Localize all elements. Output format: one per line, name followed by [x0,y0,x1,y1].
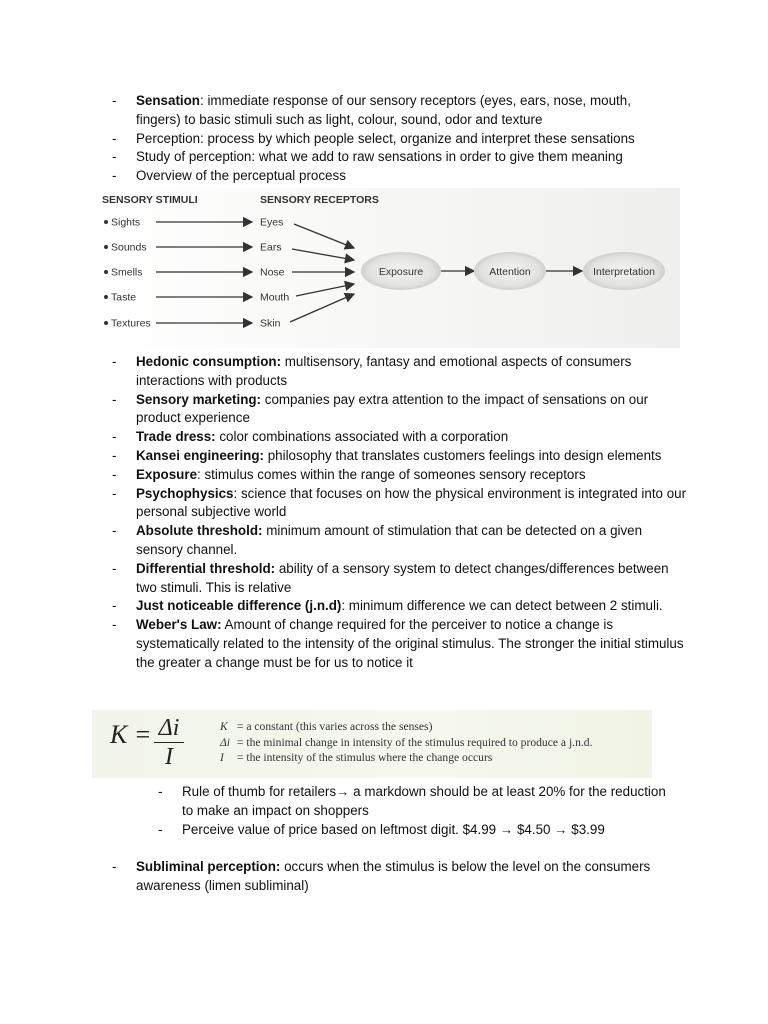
interpretation-label: Interpretation [593,266,655,278]
bullet-dot [104,321,108,325]
list-item: - Subliminal perception: occurs when the stimulus is below the level on the consumers awareness (limen subliminal) [112,859,651,893]
formula-def-row [220,719,592,735]
list-item: - Exposure: stimulus comes within the range of someones sensory receptors [112,466,586,482]
formula-def-text: = a constant (this varies across the senses) [236,720,433,733]
stimulus-label: Smells [111,266,143,279]
terms-bullet-list [112,353,687,673]
receptor-label: Nose [260,266,285,279]
receptors-column [260,217,289,330]
definition: philosophy that translates customers feelings into design elements [263,447,662,463]
formula-fraction [154,714,184,771]
list-item: - Differential threshold: ability of a sensory system to detect changes/differences between two stimuli. This is relative [112,560,669,595]
list-item: - Overview of the perceptual process [112,168,346,184]
receptor-label: Skin [260,317,281,330]
term: Absolute threshold: [136,523,263,539]
attention-label: Attention [489,266,531,278]
list-item: - Perceive value of price based on leftmost digit. $4.99 → $4.50 → $3.99 [158,821,605,837]
term: Sensation [136,93,200,108]
formula-def-row [220,750,592,766]
stimulus-label: Sounds [111,241,147,254]
list-item: - Psychophysics: science that focuses on how the physical environment is integrated into our personal subjective world [112,485,687,520]
definition: minimum amount of stimulation that can be detected on a given sensory channel. [136,523,643,557]
definition: Perceive value of price based on leftmost digit. $4.99 → $4.50 → $3.99 [182,821,605,837]
formula-numerator: Δi [154,714,184,743]
formula-def-text: = the minimal change in intensity of the stimulus required to produce a j.n.d. [236,735,593,749]
definition: Perception: process by which people select, organize and interpret these sensations [136,130,635,146]
definition: occurs when the stimulus is below the level on the consumers awareness (limen subliminal) [136,859,651,893]
stimulus-label: Textures [111,317,151,330]
term: Trade dress: [136,429,216,445]
list-item: - Weber's Law: Amount of change required for the perceiver to notice a change is systematically related to the intensity of the original stimulus. The stronger the initial stimulus the greater a change must be for us to notice it [112,617,684,670]
bullet-dot [104,270,108,274]
list-item: - Hedonic consumption: multisensory, fantasy and emotional aspects of consumers interactions with products [112,354,632,388]
exposure-label: Exposure [378,266,424,278]
sensory-receptors-header: SENSORY RECEPTORS [260,194,379,206]
term: Sensory marketing: [136,391,262,407]
term: Psychophysics [136,485,234,501]
stimulus-label: Sights [111,216,141,229]
receptor-arrow [296,284,354,296]
definition: ability of a sensory system to detect changes/differences between two stimuli. This is relative [136,560,669,595]
receptor-label: Mouth [260,291,290,304]
stimulus-arrows [156,222,252,323]
definition: color combinations associated with a corporation [215,429,509,445]
term: Kansei engineering: [136,447,264,463]
bullet-dot [104,220,108,224]
term: Differential threshold: [136,560,276,576]
formula-symbol: I [220,751,224,764]
bullet-dot [104,295,108,299]
definition: Amount of change required for the perceiver to notice a change is systematically related to the intensity of the original stimulus. The stronger the initial stimulus the greater a change must be for us to notice it [136,617,684,670]
weber-law-formula [92,710,652,778]
formula-definitions [220,719,592,766]
bullet-dot [104,245,108,249]
formula-denominator: I [165,744,173,770]
definition: : minimum difference we can detect between 2 stimuli. [341,598,663,614]
definition: multisensory, fantasy and emotional aspects of consumers interactions with products [136,354,632,388]
formula-symbol: Δi [220,735,231,749]
term: Weber's Law: [136,617,222,633]
definition: companies pay extra attention to the impact of sensations on our product experience [136,391,649,426]
list-item: - Rule of thumb for retailers→ a markdown should be at least 20% for the reduction to make an impact on shoppers [158,784,666,818]
definition: Study of perception: what we add to raw sensations in order to give them meaning [136,149,623,165]
definition: Rule of thumb for retailers→ a markdown should be at least 20% for the reduction to make an impact on shoppers [182,784,666,818]
definition: Overview of the perceptual process [136,168,346,184]
sensory-stimuli-header: SENSORY STIMULI [102,194,198,206]
receptor-arrow [294,224,354,248]
definition: : science that focuses on how the physical environment is integrated into our personal subjective world [136,485,687,520]
list-item: - Perception: process by which people select, organize and interpret these sensations [112,130,635,146]
formula-def-text: = the intensity of the stimulus where the change occurs [236,751,493,764]
retail-sub-list [158,783,678,839]
list-item: - Kansei engineering: philosophy that translates customers feelings into design elements [112,447,662,463]
term: Just noticeable difference (j.n.d) [136,598,342,614]
formula-lhs: K = [110,720,152,749]
perceptual-process-svg [92,188,680,348]
list-item: - Absolute threshold: minimum amount of stimulation that can be detected on a given sensory channel. [112,523,643,557]
perceptual-process-diagram [92,188,680,348]
formula-def-row [220,735,592,751]
receptor-arrow [292,249,354,260]
list-item: - Sensation: immediate response of our sensory receptors (eyes, ears, nose, mouth, fingers) to basic stimuli such as light, colour, sound, odor and texture [112,93,631,127]
receptor-label: Eyes [260,216,284,229]
receptor-arrows [290,224,354,322]
list-item: - Just noticeable difference (j.n.d): minimum difference we can detect between 2 stimuli. [112,598,663,614]
list-item: - Trade dress: color combinations associated with a corporation [112,429,509,445]
term: Exposure [136,466,198,482]
definition: : stimulus comes within the range of someones sensory receptors [197,466,586,482]
subliminal-bullet-list [112,858,672,896]
formula-symbol: K [220,720,228,733]
stimulus-label: Taste [111,291,137,304]
stimuli-column [104,217,151,330]
list-item: - Sensory marketing: companies pay extra attention to the impact of sensations on our product experience [112,391,649,426]
term: Subliminal perception: [136,859,281,874]
receptor-label: Ears [260,241,282,254]
definition: : immediate response of our sensory receptors (eyes, ears, nose, mouth, fingers) to basic stimuli such as light, colour, sound, odor and texture [136,93,631,127]
term: Hedonic consumption: [136,354,282,369]
list-item: - Study of perception: what we add to raw sensations in order to give them meaning [112,149,623,165]
receptor-arrow [290,294,354,322]
intro-bullet-list [112,92,672,186]
